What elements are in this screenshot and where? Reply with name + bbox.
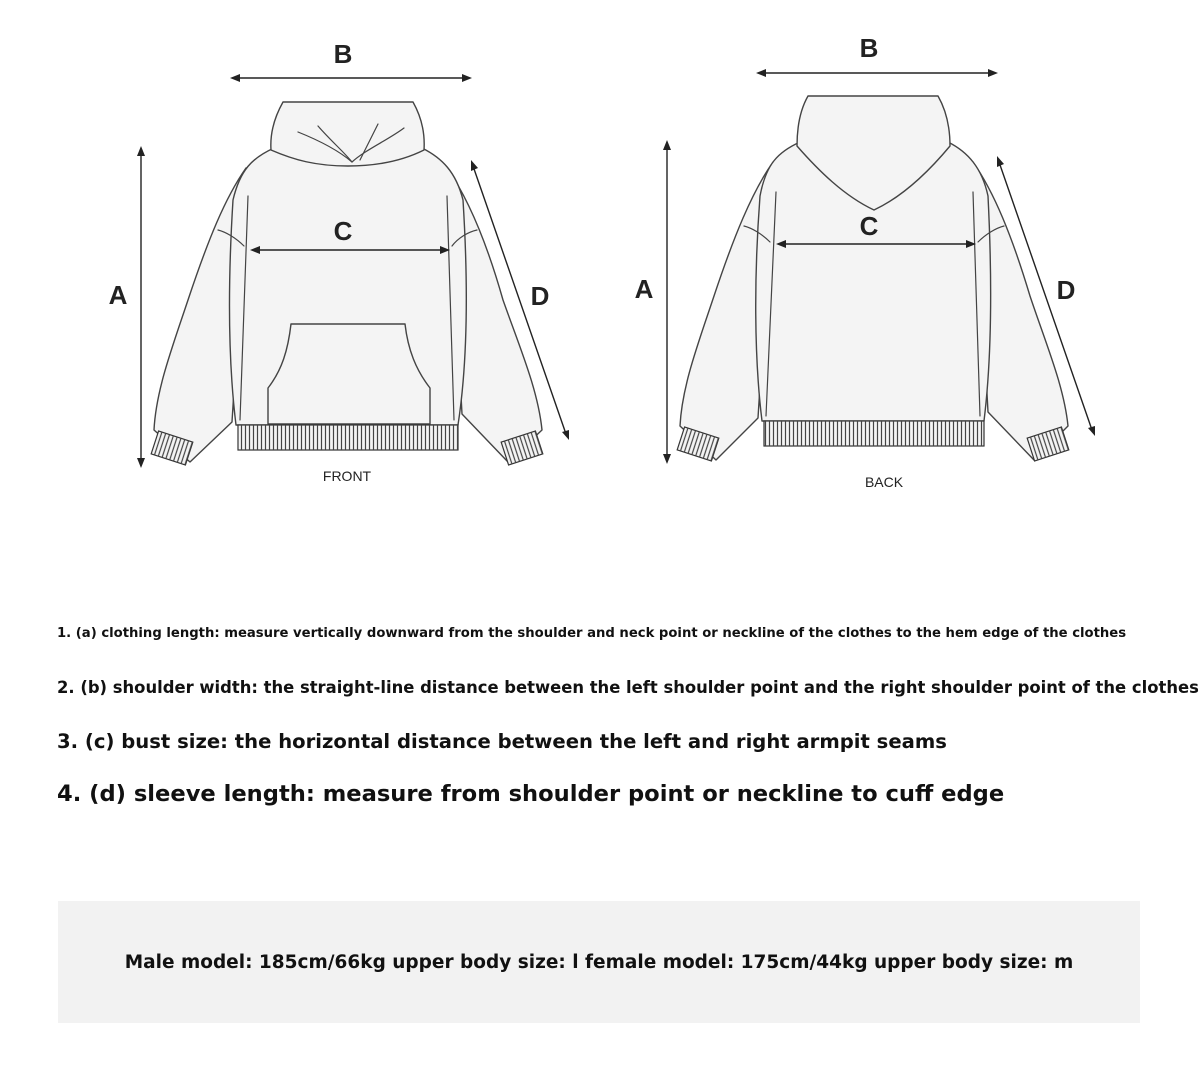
note-bust-size: 3. (c) bust size: the horizontal distance between the left and right armpit seams (57, 730, 947, 753)
back-view-label: BACK (864, 474, 904, 490)
back-label-c: C (859, 211, 879, 241)
note-shoulder-width: 2. (b) shoulder width: the straight-line distance between the left shoulder point and the right shoulder point of the clothes (57, 678, 1199, 697)
model-info-panel (58, 901, 1140, 1023)
front-dimension-b (230, 74, 472, 82)
note-sleeve-length: 4. (d) sleeve length: measure from shoulder point or neckline to cuff edge (57, 781, 1005, 807)
back-dimension-a (663, 140, 671, 464)
front-label-b: B (333, 39, 353, 69)
front-dimension-a (137, 146, 145, 468)
front-label-c: C (333, 216, 353, 246)
model-info-text: Male model: 185cm/66kg upper body size: l female model: 175cm/44kg upper body size: m (124, 951, 1074, 973)
front-pocket (268, 324, 430, 424)
back-label-b: B (859, 33, 879, 63)
front-label-a: A (108, 280, 128, 310)
front-view-label: FRONT (322, 468, 372, 484)
front-label-d: D (530, 281, 550, 311)
note-clothing-length: 1. (a) clothing length: measure vertically downward from the shoulder and neck point or neckline of the clothes to the hem edge of the clothes (57, 626, 1127, 641)
back-dimension-b (756, 69, 998, 77)
back-label-d: D (1056, 275, 1076, 305)
hoodie-front (151, 102, 543, 465)
hoodie-back (677, 96, 1069, 461)
back-label-a: A (634, 274, 654, 304)
